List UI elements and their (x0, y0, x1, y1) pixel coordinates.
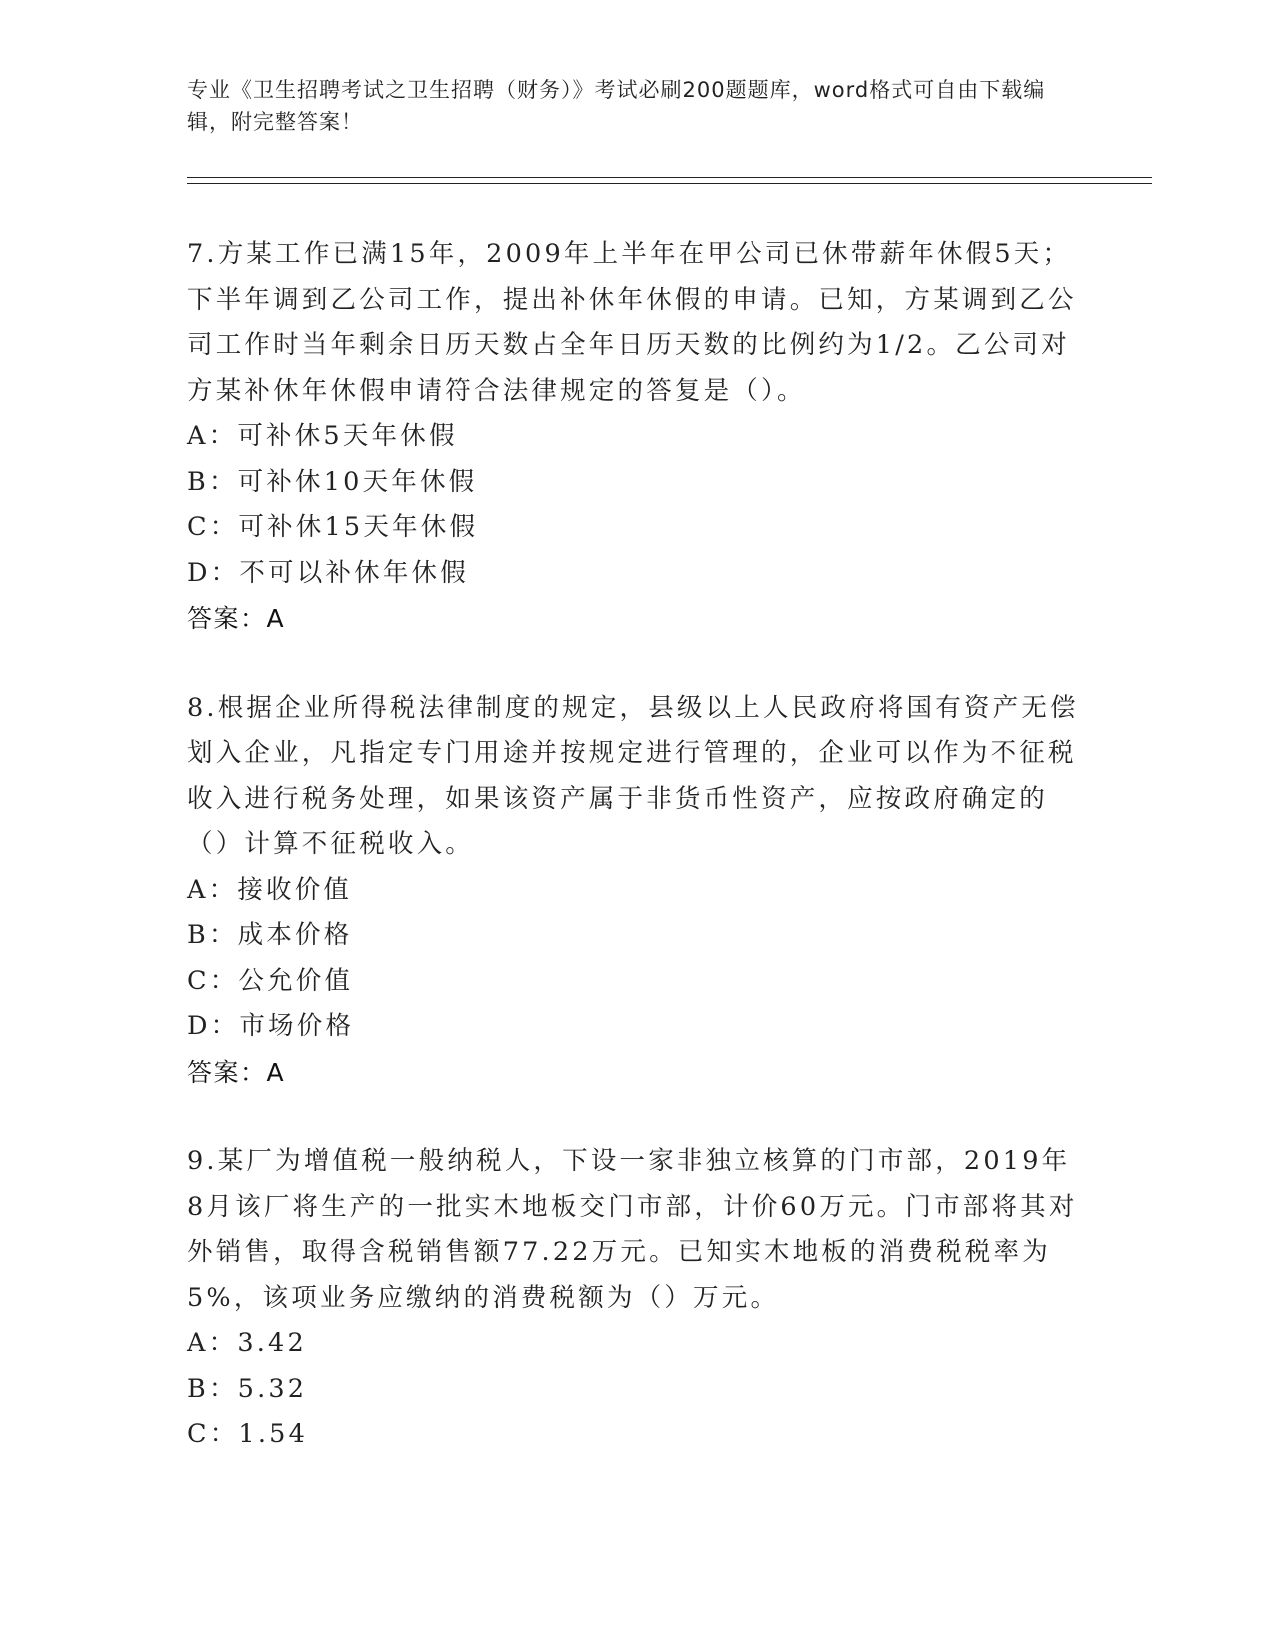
header-divider-top (187, 177, 1152, 178)
answer-line: 答案：A (187, 1057, 286, 1087)
option-d: D：市场价格 (187, 1011, 355, 1041)
option-a: A：3.42 (187, 1328, 307, 1358)
question-spacer (187, 1095, 1087, 1139)
answer-line: 答案：A (187, 604, 286, 633)
option-c: C：可补休15天年休假 (187, 512, 479, 542)
option-a: A：接收价值 (187, 874, 353, 905)
document-header: 专业《卫生招聘考试之卫生招聘（财务）》考试必刷200题题库，word格式可自由下载编辑，附完整答案！ (187, 78, 1046, 134)
option-a: A：可补休5天年休假 (187, 421, 458, 451)
option-c: C：公允价值 (187, 965, 354, 996)
question-spacer (187, 642, 1087, 686)
header-divider-bottom (187, 183, 1152, 184)
question-stem: 7.方某工作已满15年，2009年上半年在甲公司已休带薪年休假5天；下半年调到乙公司工作，提出补休年休假的申请。已知，方某调到乙公司工作时当年剩余日历天数占全年日历天数的比例约为1/2。乙公司对方某补休年休假申请符合法律规定的答复是（）。 (187, 239, 1077, 406)
question-stem: 8.根据企业所得税法律制度的规定，县级以上人民政府将国有资产无偿划入企业，凡指定专门用途并按规定进行管理的，企业可以作为不征税收入进行税务处理，如果该资产属于非货币性资产，应按政府确定的（）计算不征税收入。 (187, 692, 1079, 859)
option-b: B：5.32 (187, 1373, 308, 1404)
option-b: B：成本价格 (187, 920, 353, 950)
question-stem: 9.某厂为增值税一般纳税人，下设一家非独立核算的门市部，2019年8月该厂将生产的一批实木地板交门市部，计价60万元。门市部将其对外销售，取得含税销售额77.22万元。已知实木地板的消费税税率为5%，该项业务应缴纳的消费税额为（）万元。 (187, 1146, 1078, 1313)
question-list (187, 232, 1087, 1458)
question-9 (187, 1139, 1087, 1458)
option-b: B：可补休10天年休假 (187, 466, 478, 497)
question-7 (187, 232, 1087, 642)
question-8 (187, 686, 1087, 1096)
option-c: C：1.54 (187, 1419, 308, 1449)
option-d: D：不可以补休年休假 (187, 557, 469, 588)
